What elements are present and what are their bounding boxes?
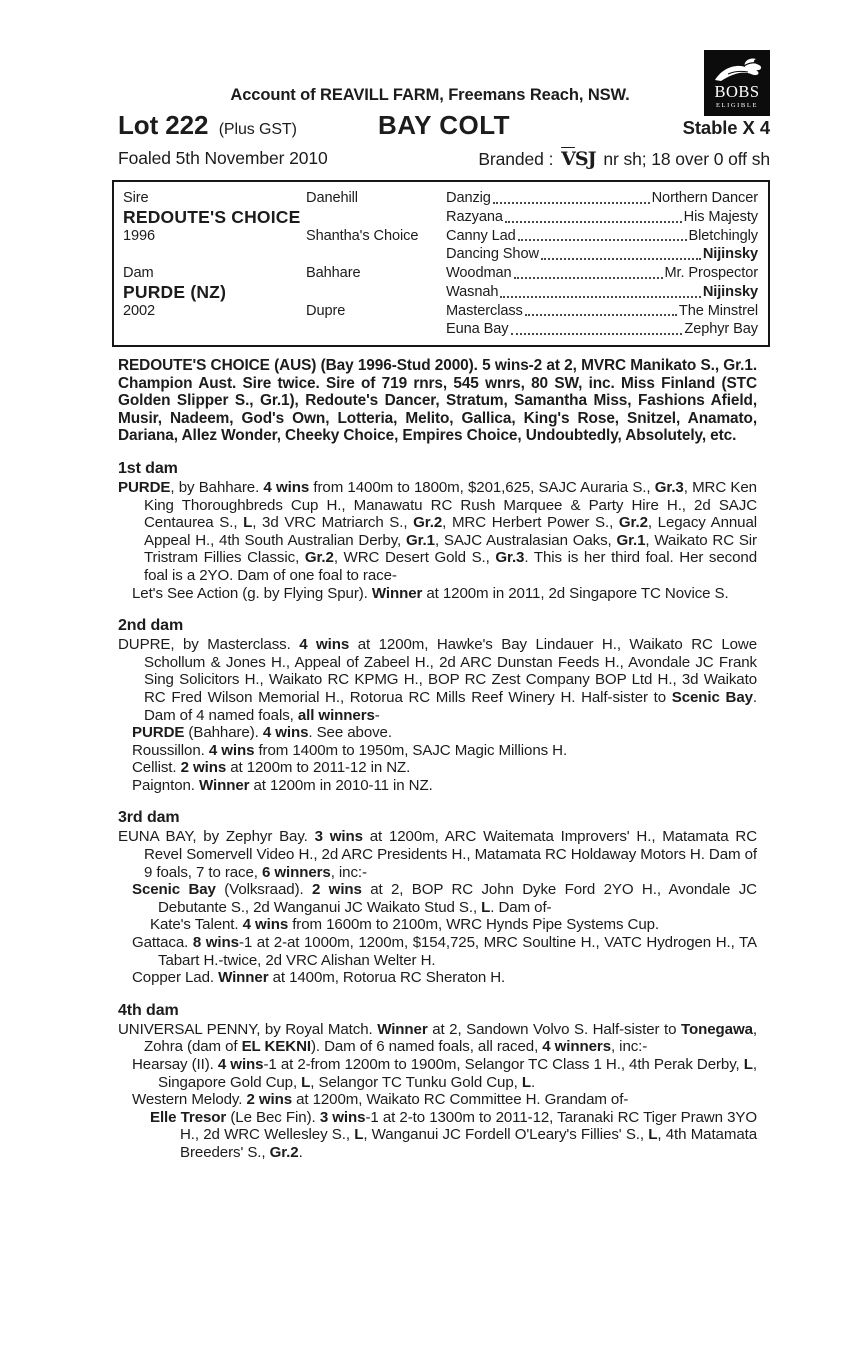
bobs-eligible-logo — [704, 50, 770, 116]
dam-entry: EUNA BAY, by Zephyr Bay. 3 wins at 1200m, ARC Waitemata Improvers' H., Matamata RC Revel Somervell Video H., 2d ARC Presidents H., Matamata RC Holdaway Motors H. Dam of 9 foals, 7 to race, 6 winners, inc:- — [118, 828, 757, 881]
ancestor-sire: Bletchingly — [688, 227, 758, 244]
plus-gst-note: (Plus GST) — [218, 121, 297, 138]
pedigree-row — [123, 245, 758, 264]
dot-leader — [500, 296, 700, 298]
dam-section-2 — [118, 617, 757, 794]
dot-leader — [525, 314, 677, 316]
dot-leader — [493, 202, 650, 204]
account-line: Account of REAVILL FARM, Freemans Reach, NSW. — [230, 86, 630, 104]
progeny-entry: Cellist. 2 wins at 1200m to 2011-12 in NZ. — [132, 759, 411, 777]
pedigree-row — [123, 302, 758, 321]
section-heading: 2nd dam — [118, 617, 184, 635]
ancestor-sire: Zephyr Bay — [684, 321, 758, 338]
dam-year: 2002 — [123, 302, 156, 319]
bobs-badge-graphic — [704, 50, 770, 116]
pedigree-row — [123, 208, 758, 227]
foaled-date: Foaled 5th November 2010 — [118, 148, 328, 168]
relation-label: Dam — [123, 265, 154, 281]
dam-entry: DUPRE, by Masterclass. 4 wins at 1200m, Hawke's Bay Lindauer H., Waikato RC Lowe Schollum & Jones H., Appeal of Zabeel H., 2d ARC Dunstan Feeds H., Avondale JC Frank Sing Solicitors H., Waikato RC KPMG H., BOP RC Zest Company BOP Ltd H., 3d Waikato RC Fred Wilson Memorial H., Rotorua RC Mills Reef Winery H. Half-sister to Scenic Bay. Dam of 4 named foals, all winners- — [118, 636, 758, 724]
progeny-entry: Western Melody. 2 wins at 1200m, Waikato RC Committee H. Grandam of- — [132, 1091, 629, 1109]
dot-leader — [511, 333, 683, 335]
dam-entry: UNIVERSAL PENNY, by Royal Match. Winner at 2, Sandown Volvo S. Half-sister to Tonegawa, Zohra (dam of EL KEKNI). Dam of 6 named foals, all raced, 4 winners, inc:- — [118, 1020, 757, 1056]
dam-section-4 — [118, 1002, 757, 1162]
grandparent-name: Danehill — [306, 190, 358, 206]
bobs-subtitle: ELIGIBLE — [715, 102, 759, 109]
section-heading: 4th dam — [118, 1001, 179, 1019]
dot-leader — [514, 277, 663, 279]
dot-leader — [541, 258, 701, 260]
pedigree-row — [123, 189, 758, 208]
sire-name: REDOUTE'S CHOICE — [123, 206, 301, 227]
ancestor-sire: Mr. Prospector — [664, 265, 758, 281]
pedigree-row — [123, 283, 758, 302]
grandparent-name: Bahhare — [306, 265, 361, 281]
progeny-entry: Gattaca. 8 wins-1 at 2-at 1000m, 1200m, $154,725, MRC Soultine H., VATC Hydrogen H., TA Tabart H.-twice, 2d VRC Alishan Welter H. — [132, 934, 757, 969]
foaled-branded-row — [118, 148, 770, 170]
grandparent-name: Shantha's Choice — [306, 227, 419, 244]
pedigree-row — [123, 227, 758, 246]
ancestor-name: Euna Bay — [446, 321, 509, 338]
ancestor-sire: Nijinsky — [702, 246, 758, 263]
pedigree-table — [112, 180, 770, 347]
ancestor-sire: Nijinsky — [702, 283, 758, 300]
ancestor-name: Masterclass — [446, 302, 523, 319]
progeny-entry: Copper Lad. Winner at 1400m, Rotorua RC Sheraton H. — [132, 969, 506, 987]
branded-detail: nr sh; 18 over 0 off sh — [603, 149, 770, 169]
progeny-sub-entry: Elle Tresor (Le Bec Fin). 3 wins-1 at 2-to 1300m to 2011-12, Taranaki RC Tiger Prawn 3YO H., 2d WRC Wellesley S., L, Wanganui JC Fordell O'Leary's Fillies' S., L, 4th Matamata Breeders' S., Gr.2. — [150, 1108, 757, 1161]
dot-leader — [505, 221, 682, 223]
ancestor-sire: His Majesty — [683, 208, 758, 225]
relation-label: Sire — [123, 190, 149, 206]
section-heading: 1st dam — [118, 459, 178, 477]
ancestor-name: Razyana — [446, 208, 503, 225]
ancestor-sire: The Minstrel — [678, 302, 758, 319]
grandparent-name: Dupre — [306, 302, 346, 319]
lot-number: Lot 222 — [118, 110, 209, 140]
brand-mark: $\overline{V}SJ$ — [561, 148, 596, 170]
progeny-entry: Scenic Bay (Volksraad). 2 wins at 2, BOP RC John Dyke Ford 2YO H., Avondale JC Debutante S., 2d Wanganui JC Waikato Stud S., L. Dam of- — [132, 881, 757, 916]
branded-label: Branded : — [478, 149, 554, 169]
horse-title: BAY COLT — [377, 110, 511, 140]
dam-section-3 — [118, 809, 757, 986]
progeny-entry: PURDE (Bahhare). 4 wins. See above. — [132, 724, 392, 742]
dam-entry: PURDE, by Bahhare. 4 wins from 1400m to 1800m, $201,625, SAJC Auraria S., Gr.3, MRC Ken King Thoroughbreds Cup H., Manawatu RC Rush Marquee & Party Hire H., 2d SAJC Centaurea S., L, 3d VRC Matriarch S., Gr.2, MRC Herbert Power S., Gr.2, Legacy Annual Appeal H., 4th South Australian Derby, Gr.1, SAJC Australasian Oaks, Gr.1, Waikato RC Sir Tristram Fillies Classic, Gr.2, WRC Desert Gold S., Gr.3. This is her third foal. Her second foal is a 2YO. Dam of one foal to race- — [118, 478, 758, 584]
progeny-entry: Roussillon. 4 wins from 1400m to 1950m, SAJC Magic Millions H. — [132, 741, 568, 759]
ancestor-name: Dancing Show — [446, 246, 539, 263]
dot-leader — [518, 239, 687, 241]
progeny-entry: Hearsay (II). 4 wins-1 at 2-from 1200m to 1900m, Selangor TC Class 1 H., 4th Perak Derby, L, Singapore Gold Cup, L, Selangor TC Tunku Gold Cup, L. — [132, 1056, 757, 1091]
section-heading: 3rd dam — [118, 809, 180, 827]
pedigree-row — [123, 264, 758, 283]
stable-number: Stable X 4 — [682, 117, 771, 138]
ancestor-name: Canny Lad — [446, 227, 516, 244]
progeny-entry: Let's See Action (g. by Flying Spur). Winner at 1200m in 2011, 2d Singapore TC Novice S. — [132, 584, 729, 602]
progeny-sub-entry: Kate's Talent. 4 wins from 1600m to 2100m, WRC Hynds Pipe Systems Cup. — [150, 916, 660, 934]
pedigree-row — [123, 320, 758, 339]
ancestor-name: Danzig — [446, 190, 491, 206]
bobs-title: BOBS — [714, 82, 760, 101]
lot-block — [118, 110, 378, 141]
ancestor-sire: Northern Dancer — [651, 190, 758, 206]
dam-name: PURDE (NZ) — [123, 281, 227, 302]
progeny-entry: Paignton. Winner at 1200m in 2010-11 in NZ. — [132, 776, 433, 794]
ancestor-name: Woodman — [446, 265, 512, 281]
sire-summary: REDOUTE'S CHOICE (AUS) (Bay 1996-Stud 2000). 5 wins-2 at 2, MVRC Manikato S., Gr.1. Champion Aust. Sire twice. Sire of 719 rnrs, 545 wnrs, 80 SW, inc. Miss Finland (STC Golden Slipper S., Gr.1), Redoute's Dancer, Stratum, Samantha Miss, Fashions Afield, Musir, Nadeem, God's Own, Lotteria, Melito, Gallica, King's Rose, Snitzel, Anamato, Dariana, Allez Wonder, Cheeky Choice, Empires Choice, Undoubtedly, Absolutely, etc. — [118, 357, 757, 445]
sire-year: 1996 — [123, 227, 156, 244]
dam-section-1 — [118, 460, 757, 602]
lot-title-row — [118, 110, 770, 141]
ancestor-name: Wasnah — [446, 283, 499, 300]
branded-info — [478, 148, 770, 170]
